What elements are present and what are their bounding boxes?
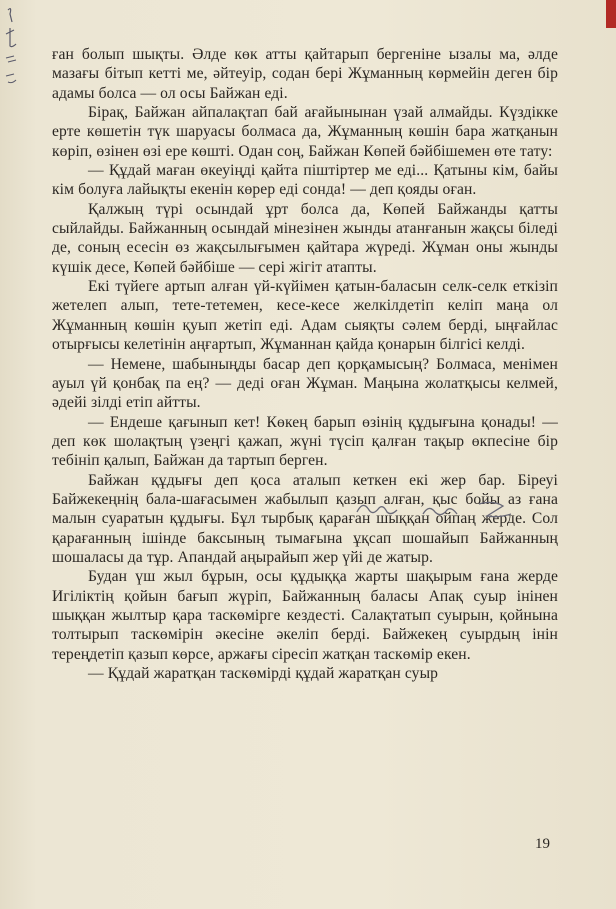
paragraph: ған болып шықты. Әлде көк атты қайтарып бергеніне ызалы ма, әлде мазағы бітып кетті ме, әйтеуір, содан бері Жұманның көрмейін деген бір адамы болса — ол осы Байжан еді. bbox=[52, 46, 558, 102]
paragraph: — Құдай жаратқан таскөмірді құдай жаратқан суыр bbox=[88, 665, 439, 682]
paragraph: Екі түйеге артып алған үй-күйімен қатын-баласын селк-селк еткізіп жетелеп алып, тете-тетемен, кесе-кесе желкілдетіп келіп маңа ол Жұманның көшін қуып жетіп еді. Адам сыяқты сәлем берді, ыңғайлас отырғысы келетінін аңғартып, Жұманнан қайда қонарын білгісі келді. bbox=[52, 278, 558, 354]
handwritten-annotation bbox=[353, 496, 553, 522]
paragraph: — Ендеше қағынып кет! Көкең барып өзінің құдығына қонады! — деп көк шолақтың үзеңгі қажап, жүні түсіп қалған тақыр өкпесіне бір тебініп қалып, Байжан да тартып берген. bbox=[52, 413, 558, 470]
body-text bbox=[52, 45, 558, 683]
page-number: 19 bbox=[535, 836, 550, 852]
paragraph: — Құдай маған өкеуіңді қайта піштіртер ме еді... Қатыны кім, байы кім болуға лайықты екенін көрер еді сонда! — деп қояды оған. bbox=[52, 162, 558, 199]
paragraph: Будан үш жыл бұрын, осы құдыққа жарты шақырым ғана жерде Игіліктің қойын бағып жүріп, Байжанның баласы Апақ суыр інінен шыққан жылтыр қара таскөмірге кездесті. Салақтатып суырын, қойнына толтырып таскөмірін әкесіне әкеліп берді. Байжекең суырдың інін тереңдетіп қазып көрсе, аржағы сіресіп жатқан таскөмір екен. bbox=[52, 568, 558, 663]
paragraph: Бірақ, Байжан айпалақтап бай ағайынынан үзай алмайды. Күздікке ерте көшетін түк шаруасы болмаса да, Жұманның көшін бара жатқанын көріп, өзінен өзі ере көшті. Одан соң, Байжан Көпей бәйбішемен өте тату: bbox=[52, 104, 558, 160]
red-corner-mark bbox=[606, 0, 616, 28]
paragraph: Қалжың түрі осындай ұрт болса да, Көпей Байжанды қатты сыйлайды. Байжанның осындай мінезінен жынды атанғанын жақсы біледі де, соның есесін өз жақсылығымен қайтара жүреді. Жұман оны жынды күшік десе, Көпей бәйбіше — сері жігіт атапты. bbox=[52, 200, 558, 276]
margin-pencil-marks bbox=[0, 0, 40, 100]
paragraph: Байжан құдығы деп қоса аталып кеткен екі жер бар. Біреуі Байжекеңнің бала-шағасымен жабылып қазып алған, қыс бойы аз ғана малын суаратын құдығы. Бұл тырбық қараған шыққан ойпаң жерде. Сол қарағанның ішінде баксының тымағына ұқсап шошайып Байжанның шошаласы да тұр. Апандай аңырайып жер үйі де жатыр. bbox=[52, 471, 558, 566]
paragraph: — Немене, шабыныңды басар деп қорқамысың? Болмаса, менімен ауыл үй қонбақ па ең? — деді оған Жұман. Маңына жолатқысы келмей, әдейі зілді етіп айтты. bbox=[52, 355, 558, 412]
